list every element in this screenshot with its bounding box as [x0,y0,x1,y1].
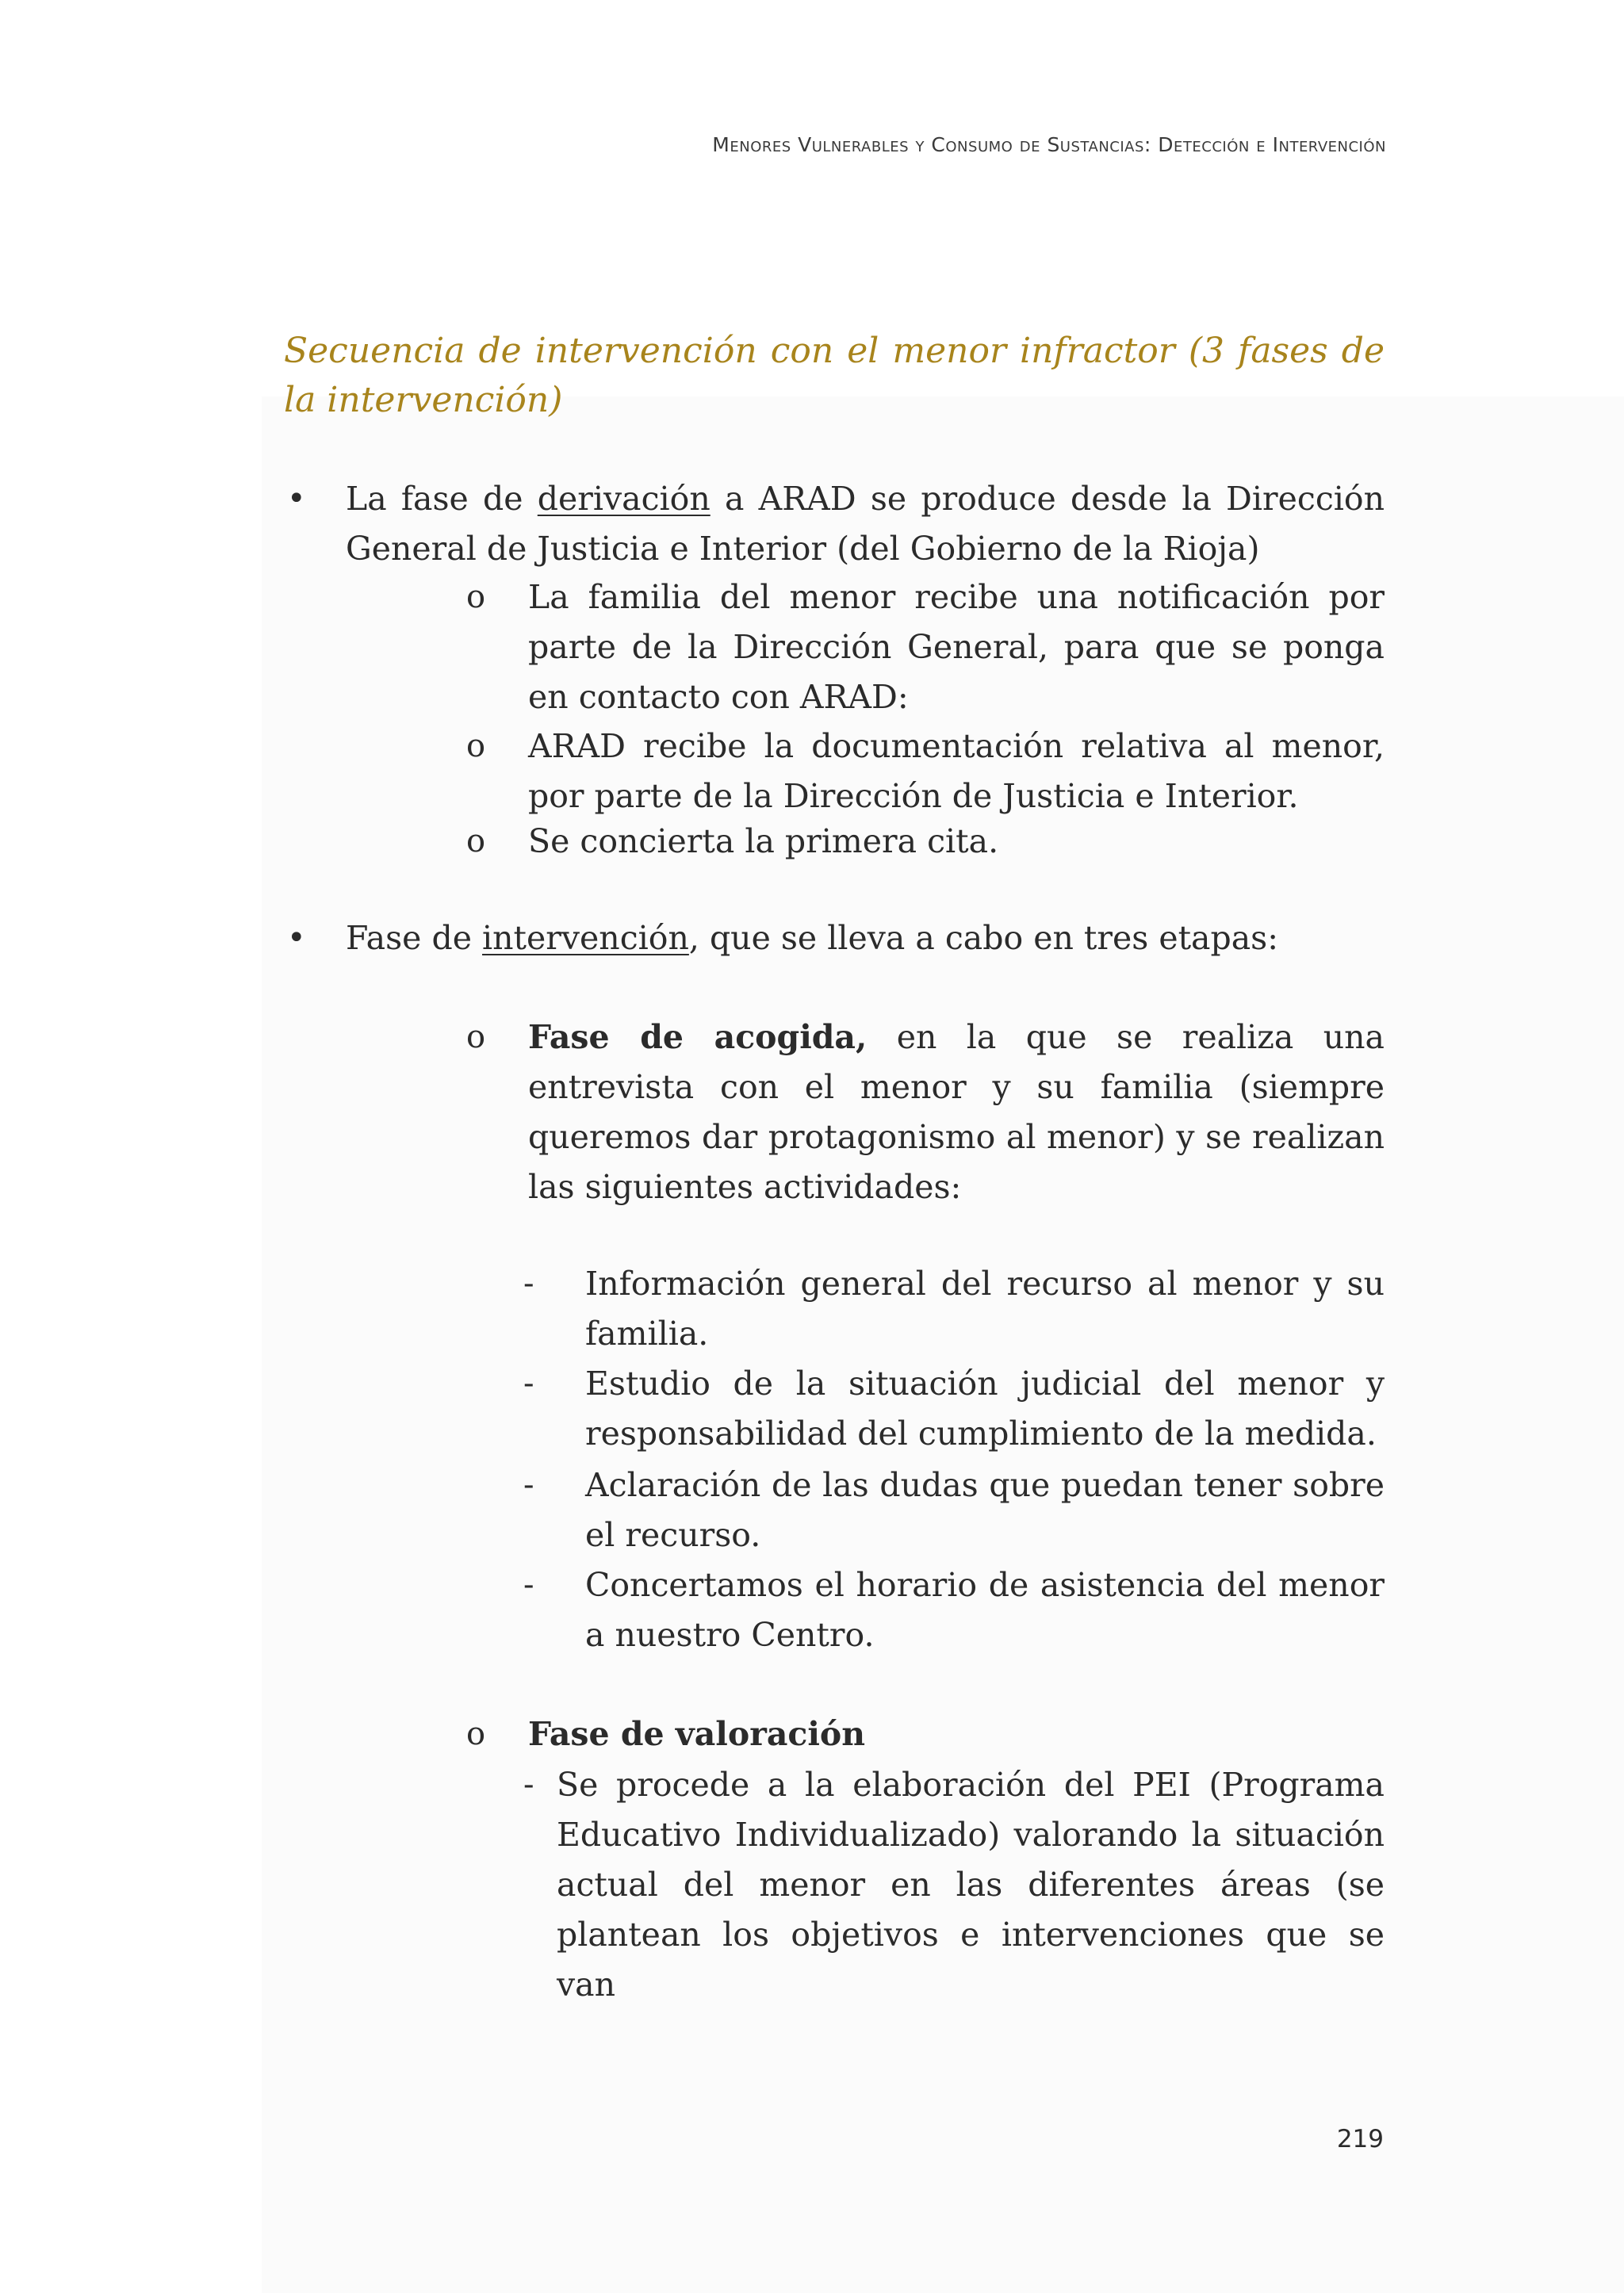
intervencion-term: intervención [482,919,689,957]
subitem-documentacion: ARAD recibe la documentación relativa al menor, por parte de la Dirección de Justicia e Interior. [528,727,1385,815]
circle-marker-icon: o [466,579,486,615]
bullet-icon: • [287,920,306,956]
dash-marker-icon: - [523,1365,534,1402]
derivacion-term: derivación [537,480,710,518]
acogida-dash-4: Concertamos el horario de asistencia del menor a nuestro Centro. [585,1566,1385,1654]
bullet-intervencion [346,913,1385,963]
circle-marker-icon: o [466,823,486,859]
bullet-derivacion-before: La fase de [346,480,523,518]
bullet-intervencion-before: Fase de [346,919,472,957]
subitem-notificacion: La familia del menor recibe una notificación por parte de la Dirección General, para que se ponga en contacto con ARAD: [528,578,1385,716]
fase-acogida [528,1013,1385,1212]
acogida-dash-3: Aclaración de las dudas que puedan tener sobre el recurso. [585,1466,1385,1554]
valoracion-text [557,1760,1385,2010]
circle-marker-icon: o [466,728,486,764]
page-number: 219 [1336,2125,1384,2153]
bullet-derivacion-after: a ARAD se produce desde la Dirección General de Justicia e Interior (del Gobierno de la Rioja) [346,480,1385,568]
dash-marker-icon: - [523,1567,534,1603]
dash-marker-icon: - [523,1467,534,1503]
running-header: Menores Vulnerables y Consumo de Sustancias: Detección e Intervención [712,133,1386,156]
bullet-intervencion-after: , que se lleva a cabo en tres etapas: [688,919,1279,957]
acogida-dash-2: Estudio de la situación judicial del menor y responsabilidad del cumplimiento de la medida. [585,1365,1385,1453]
bullet-icon: • [287,480,306,517]
fase-acogida-heading: Fase de acogida, [528,1018,868,1056]
fase-valoracion-title: Fase de valoración [528,1715,866,1753]
circle-marker-icon: o [466,1716,486,1752]
dash-marker-icon: - [523,1265,534,1302]
valoracion-body: Se procede a la elaboración del PEI (Programa Educativo Individualizado) valorando la situación actual del menor en las diferentes áreas (se plantean los objetivos e intervenciones que se van [557,1766,1385,2004]
subitem-primera-cita: Se concierta la primera cita. [528,822,999,860]
section-title: Secuencia de intervención con el menor infractor (3 fases de la intervención) [284,331,1385,420]
fase-acogida-text: en la que se realiza una entrevista con el menor y su familia (siempre queremos dar protagonismo al menor) y se realizan las siguientes actividades: [528,1018,1385,1206]
acogida-dash-1: Información general del recurso al menor y su familia. [585,1265,1385,1353]
fase-valoracion-heading [528,1709,1385,1759]
bullet-derivacion [346,474,1385,574]
circle-marker-icon: o [466,1019,486,1055]
dash-marker-icon: - [523,1767,534,1803]
